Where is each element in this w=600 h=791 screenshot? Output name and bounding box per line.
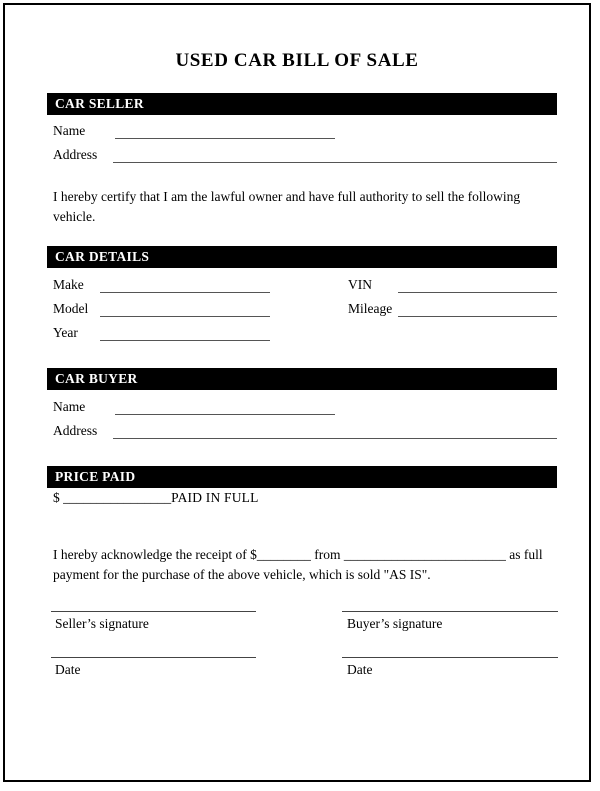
page-title: USED CAR BILL OF SALE: [175, 50, 419, 71]
car-mileage-label: Mileage: [348, 301, 393, 316]
buyer-name-label: Name: [53, 399, 86, 414]
buyer-name-input-line[interactable]: [115, 414, 335, 415]
document-page-border: [3, 3, 591, 782]
buyer-date-line[interactable]: [342, 657, 558, 658]
car-year-input-line[interactable]: [100, 340, 270, 341]
seller-date-label: Date: [55, 662, 81, 677]
seller-signature-line[interactable]: [51, 611, 256, 612]
section-header-car-seller: CAR SELLER: [47, 93, 557, 115]
price-paid-line[interactable]: [53, 490, 259, 506]
car-model-input-line[interactable]: [100, 316, 270, 317]
seller-certification-text: I hereby certify that I am the lawful owner and have full authority to sell the following vehicle.: [53, 189, 521, 224]
seller-address-label: Address: [53, 147, 98, 162]
section-header-price-paid: PRICE PAID: [47, 466, 557, 488]
buyer-address-label: Address: [53, 423, 98, 438]
car-mileage-input-line[interactable]: [398, 316, 557, 317]
seller-address-input-line[interactable]: [113, 162, 557, 163]
seller-date-line[interactable]: [51, 657, 256, 658]
paid-in-full-label: PAID IN FULL: [171, 490, 259, 505]
car-vin-input-line[interactable]: [398, 292, 557, 293]
seller-name-label: Name: [53, 123, 86, 138]
section-header-car-details: CAR DETAILS: [47, 246, 557, 268]
seller-signature-label: Seller’s signature: [55, 616, 149, 631]
buyer-signature-line[interactable]: [342, 611, 558, 612]
car-year-label: Year: [53, 325, 78, 340]
currency-symbol: $: [53, 490, 60, 505]
car-make-input-line[interactable]: [100, 292, 270, 293]
section-header-car-buyer: CAR BUYER: [47, 368, 557, 390]
buyer-date-label: Date: [347, 662, 373, 677]
car-model-label: Model: [53, 301, 89, 316]
buyer-signature-label: Buyer’s signature: [347, 616, 443, 631]
bill-of-sale-document: [5, 5, 589, 780]
price-amount-blank[interactable]: ________________: [63, 490, 172, 505]
car-make-label: Make: [53, 277, 84, 292]
receipt-acknowledgement-text: I hereby acknowledge the receipt of $________ from ________________________ as full payment for the purchase of the above vehicle, which is sold "AS IS".: [53, 547, 543, 583]
car-vin-label: VIN: [348, 277, 372, 292]
seller-name-input-line[interactable]: [115, 138, 335, 139]
buyer-address-input-line[interactable]: [113, 438, 557, 439]
